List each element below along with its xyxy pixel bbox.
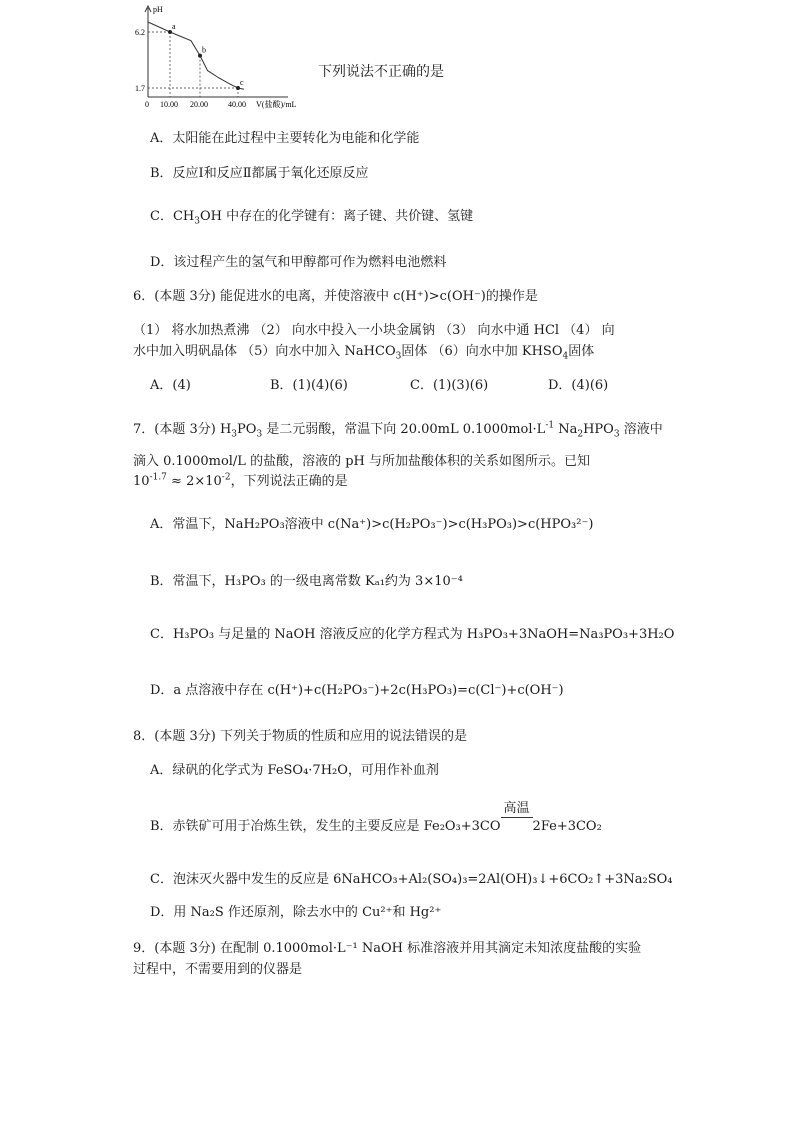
q7-stem-mid1: PO	[237, 422, 257, 437]
q6-option-c: C．(1)(3)(6)	[410, 378, 489, 393]
point-label: c	[240, 78, 244, 87]
q7-line-3-sup1: -1.7	[149, 472, 167, 483]
chart-labels	[135, 5, 297, 109]
q7-stem-sup: -1	[545, 420, 555, 431]
q7-line-3	[133, 473, 348, 491]
q7-option-a: A．常温下，NaH₂PO₃溶液中 c(Na⁺)>c(H₂PO₃⁻)>c(H₃PO₃)>c(HPO₃²⁻)	[150, 517, 594, 532]
q7-line-3-sup2: -2	[221, 472, 231, 483]
q6-option-b: B．(1)(4)(6)	[270, 378, 348, 393]
chart-marks	[168, 30, 240, 90]
x-tick-label: 20.00	[190, 100, 208, 109]
q5-option-c-sub: 3	[194, 216, 200, 227]
q5-option-c	[150, 208, 473, 226]
x-tick-label: 10.00	[160, 100, 178, 109]
q7-stem-sub4: 3	[613, 429, 620, 440]
point-label: b	[202, 45, 206, 55]
q7-option-b: B．常温下，H₃PO₃ 的一级电离常数 Kₐ₁约为 3×10⁻⁴	[150, 574, 463, 589]
q7-stem-mid2: 是二元弱酸，常温下向 20.00mL 0.1000mol·L	[262, 422, 546, 437]
q8-option-c: C．泡沫灭火器中发生的反应是 6NaHCO₃+Al₂(SO₄)₃=2Al(OH)₃↓+6CO₂↑+3Na₂SO₄	[150, 872, 673, 887]
question-5-stem: 下列说法不正确的是	[318, 64, 444, 80]
q7-stem-post: 溶液中	[619, 422, 663, 437]
q7-stem-sub3: 2	[577, 429, 584, 440]
q8-option-d: D．用 Na₂S 作还原剂，除去水中的 Cu²⁺和 Hg²⁺	[150, 905, 442, 920]
question-9-stem: 9．(本题 3分) 在配制 0.1000mol·L⁻¹ NaOH 标准溶液并用其滴定未知浓度盐酸的实验	[133, 941, 642, 956]
q7-line-3-pre: 10	[133, 474, 150, 489]
question-7-stem	[133, 421, 663, 439]
q6-line-2-pre: 水中加入明矾晶体 （5）向水中加入 NaHCO	[133, 344, 396, 359]
q8-option-b	[150, 801, 602, 836]
q9-line-2: 过程中，不需要用到的仪器是	[133, 962, 303, 977]
reaction-condition	[501, 801, 533, 836]
q8-option-b-pre: B．赤铁矿可用于冶炼生铁，发生的主要反应是 Fe₂O₃+3CO	[150, 819, 501, 834]
q6-line-1: （1） 将水加热煮沸 （2） 向水中投入一小块金属钠 （3） 向水中通 HCl （4） 向	[133, 323, 615, 338]
q7-stem-mid3: Na	[554, 422, 578, 437]
question-8-stem: 8．(本题 3分) 下列关于物质的性质和应用的说法错误的是	[133, 729, 467, 744]
q6-option-a: A．(4)	[150, 378, 191, 393]
q6-line-2	[133, 343, 594, 361]
reaction-condition-label: 高温	[503, 801, 530, 816]
q7-stem-sub1: 3	[231, 429, 238, 440]
chart-guides	[148, 32, 238, 97]
q8-option-a: A．绿矾的化学式为 FeSO₄·7H₂O，可用作补血剂	[150, 763, 439, 778]
q7-stem-sub2: 3	[256, 429, 263, 440]
q7-option-c: C．H₃PO₃ 与足量的 NaOH 溶液反应的化学方程式为 H₃PO₃+3NaOH=Na₃PO₃+3H₂O	[150, 627, 675, 642]
chart-axes	[145, 6, 288, 97]
q7-stem-mid4: HPO	[583, 422, 614, 437]
q6-line-2-mid: 固体 （6）向水中加 KHSO	[401, 344, 563, 359]
y-tick-label: 1.7	[135, 84, 145, 93]
q6-option-d: D．(4)(6)	[548, 378, 609, 393]
y-tick-label: 6.2	[135, 28, 145, 37]
x-tick-label: 0	[145, 100, 149, 109]
q7-line-3-post: ，下列说法正确的是	[230, 474, 348, 489]
point-label: a	[172, 22, 176, 31]
q5-option-c-post: OH 中存在的化学键有：离子键、共价键、氢键	[199, 209, 474, 224]
q7-stem-pre: 7．(本题 3分) H	[133, 422, 232, 437]
q5-option-d: D．该过程产生的氢气和甲醇都可作为燃料电池燃料	[150, 255, 447, 270]
q8-option-b-post: 2Fe+3CO₂	[532, 819, 602, 834]
q7-option-d: D．a 点溶液中存在 c(H⁺)+c(H₂PO₃⁻)+2c(H₃PO₃)=c(Cl⁻)+c(OH⁻)	[150, 683, 564, 698]
y-axis-label: pH	[153, 5, 163, 14]
x-axis-label: V(盐酸)/mL	[256, 100, 297, 109]
q6-line-2-post: 固体	[568, 344, 595, 359]
x-tick-label: 40.00	[228, 100, 246, 109]
q6-line-2-sub1: 3	[395, 351, 402, 362]
q6-line-2-sub2: 4	[562, 351, 569, 362]
titration-curve	[148, 22, 244, 89]
ph-titration-chart	[128, 0, 318, 112]
q5-option-c-pre: C．CH	[150, 209, 195, 224]
question-6-stem: 6．(本题 3分) 能促进水的电离，并使溶液中 c(H⁺)>c(OH⁻)的操作是	[133, 289, 538, 304]
q7-line-3-mid: ≈ 2×10	[166, 474, 222, 489]
q5-option-b: B．反应Ⅰ和反应Ⅱ都属于氧化还原反应	[150, 166, 369, 181]
q5-option-a: A．太阳能在此过程中主要转化为电能和化学能	[150, 131, 420, 146]
q7-line-2: 滴入 0.1000mol/L 的盐酸，溶液的 pH 与所加盐酸体积的关系如图所示。已知	[133, 454, 590, 469]
